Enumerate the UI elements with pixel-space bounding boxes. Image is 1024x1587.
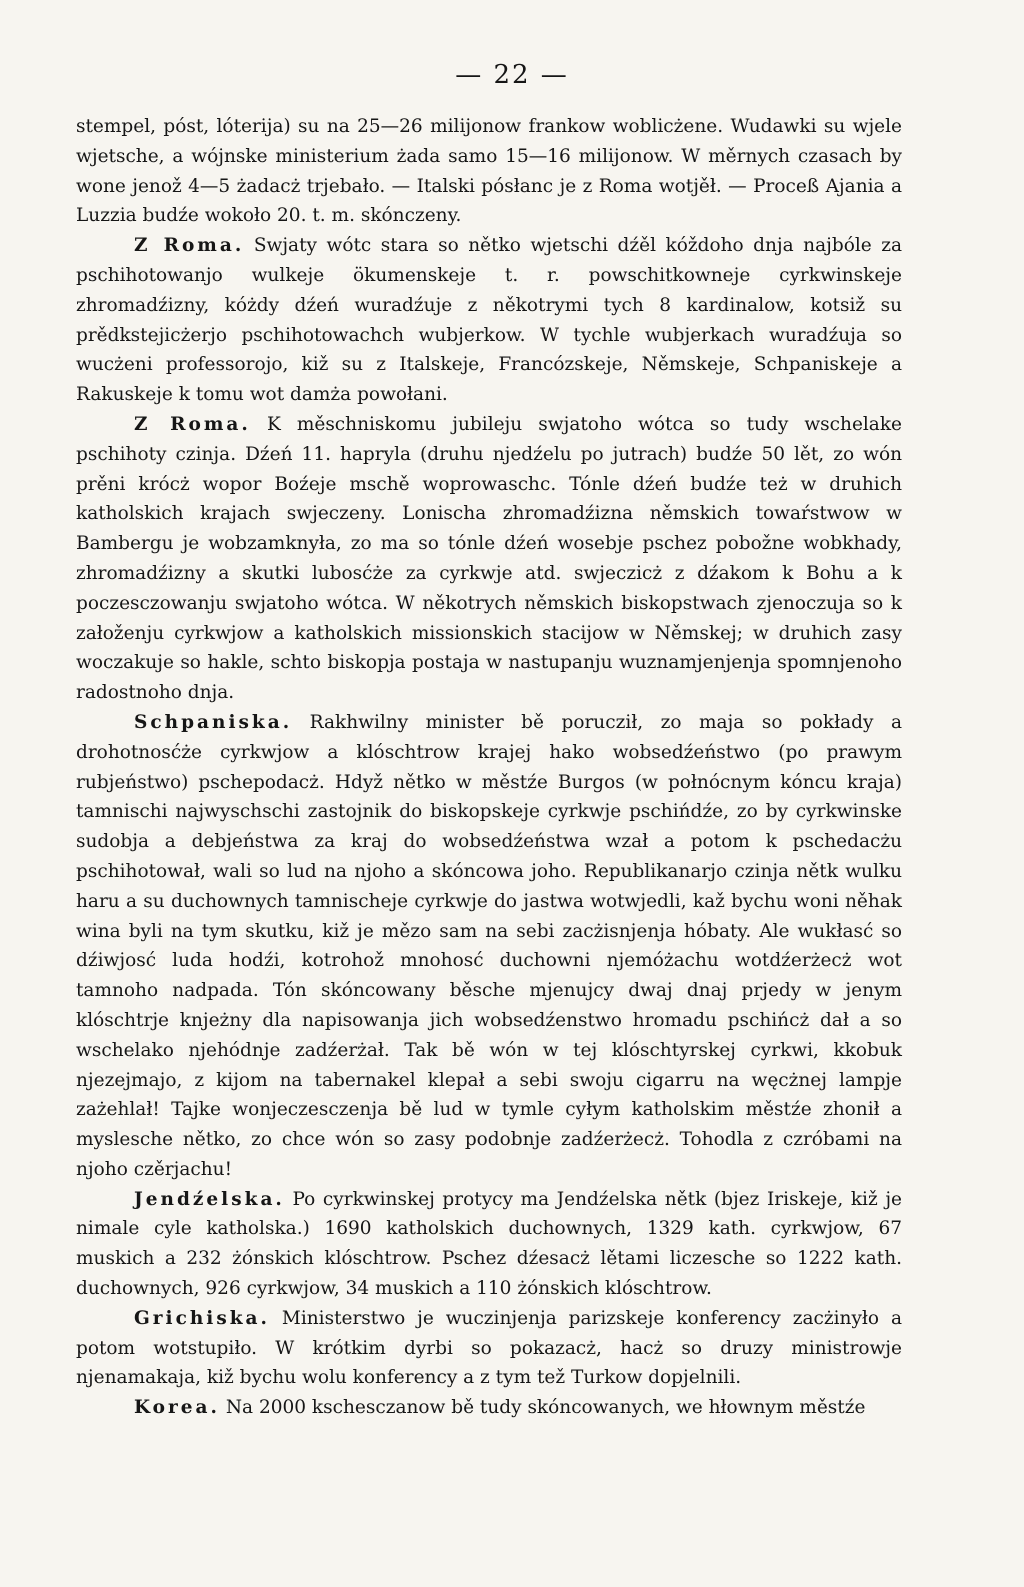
section-heading: Jendźelska. [134,1188,285,1210]
section-heading: Korea. [134,1397,220,1419]
paragraph-1 [76,112,902,231]
paragraph-text: Ministerstwo je wuczinjenja parizskeje konferency zacżinyło a potom wotstupiło. W krótkim dyrbi so pokazacż, hacż so druzy ministrowje njenamakaja, kiž bychu wolu konferency a z tym tež Turkow dopjelnili. [76,1307,902,1389]
paragraph-3 [76,410,902,708]
paragraph-5 [76,1185,902,1304]
article-body [76,112,902,1423]
paragraph-4 [76,708,902,1185]
paragraph-7 [76,1393,902,1423]
paragraph-text: stempel, póst, lóterija) su na 25—26 milijonow frankow woblicżene. Wudawki su wjele wjetsche, a wójnske ministerium żada samo 15—16 milijonow. W měrnych czasach by wone jenož 4—5 żadacż trjebało. — Italski pósłanc je z Roma wotjěł. — Proceß Ajania a Luzzia budźe wokoło 20. t. m. skónczeny. [76,116,902,227]
paragraph-6 [76,1304,902,1393]
page-number: — 22 — [455,60,569,90]
paragraph-text: Po cyrkwinskej protycy ma Jendźelska nětk (bjez Iriskeje, kiž je nimale cyle katholska.) 1690 katholskich duchownych, 1329 kath. cyrkwjow, 67 muskich a 232 żónskich klóschtrow. Pschez dźesacż lětami liczesche so 1222 kath. duchownych, 926 cyrkwjow, 34 muskich a 110 żónskich klóschtrow. [76,1188,902,1300]
paragraph-text: Rakhwilny minister bě porucził, zo maja so pokłady a drohotnosćże cyrkwjow a klóschtrow krajej hako wobsedźeństwo (po prawym rubjeństwo) pschepodacż. Hdyž nětko w městźe Burgos (w połnócnym kóncu kraja) tamnischi najwyschschi zastojnik do biskopskeje cyrkwje pschińdźe, zo by cyrkwinske sudobja a debjeństwa za kraj do wobsedźeństwa wzał a potom k pschedacżu pschihotował, wali so lud na njoho a skóncowa joho. Republikanarjo czinja nětk wulku haru a su duchownych tamnischeje cyrkwje do jastwa wotwjedli, kaž bychu woni něhak wina byli na tym skutku, kiž je mězo sam na sebi zacżisnjenja hóbaty. Ale wukłasć so dźiwjosć luda hodźi, kotrohož mnohosć duchowni njemóżachu wotdźerżecż wot tamnoho nadpada. Tón skóncowany běsche mjenujcy dwaj dnaj prjedy w jenym klóschtrje knjeżny dla napisowanja jich wobsedźenstwo hromadu pschińcż dał a so wschelako njehódnje zadźerżał. Tak bě wón w tej klóschtyrskej cyrkwi, kkobuk njezejmajo, z kijom na tabernakel klepał a sebi swoju cigarru na węcżnej lampje zażehlał! Tajke wonjeczesczenja bě lud w tymle cyłym katholskim městźe zhonił a myslesche nětko, zo chce wón so zasy podobnje zadźerżecż. Tohodla z czróbami na njoho czěrjachu! [76,711,902,1180]
section-heading: Schpaniska. [134,711,293,733]
section-heading: Z Roma. [134,235,245,257]
paragraph-text: K měschniskomu jubileju swjatoho wótca so tudy wschelake pschihoty czinja. Dźeń 11. hapryla (druhu njedźelu po jutrach) budźe 50 lět, zo wón prěni krócż wopor Boźeje mschě woprowaschc. Tónle dźeń budźe też w druhich katholskich krajach swjeczeny. Lonischa zhromadźizna němskich towaŕstwow w Bambergu je wobzamknyła, zo ma so tónle dźeń wosebje pschez pobožne wobkhady, zhromadźizny a skutki lubosćże za cyrkwje atd. swjeczicż z dźakom k Bohu a k poczesczowanju swjatoho wótca. W někotrych němskich biskopstwach zjenoczuja so k załoženju cyrkwjow a katholskich missionskich stacijow w Němskej; w druhich zasy woczakuje so hakle, schto biskopja postaja w nastupanju wuznamjenjenja spomnjenoho radostnoho dnja. [76,413,902,704]
paragraph-text: Swjaty wótc stara so nětko wjetschi dźěl kóždoho dnja najbóle za pschihotowanjo wulkeje ökumenskeje t. r. powschitkowneje cyrkwinskeje zhromadźizny, kóżdy dźeń wuradźuje z někotrymi tych 8 kardinalow, kotsiž su prědkstejicżerjo pschihotowachch wubjerkow. W tychle wubjerkach wuradźuja so wucżeni professorojo, kiž su z Italskeje, Francózskeje, Němskeje, Schpaniskeje a Rakuskeje k tomu wot damża powołani. [76,235,902,406]
section-heading: Grichiska. [134,1307,270,1329]
section-heading: Z Roma. [134,413,251,435]
paragraph-text: Na 2000 kschesczanow bě tudy skóncowanych, we hłownym městźe [225,1397,866,1419]
paragraph-2 [76,231,902,410]
